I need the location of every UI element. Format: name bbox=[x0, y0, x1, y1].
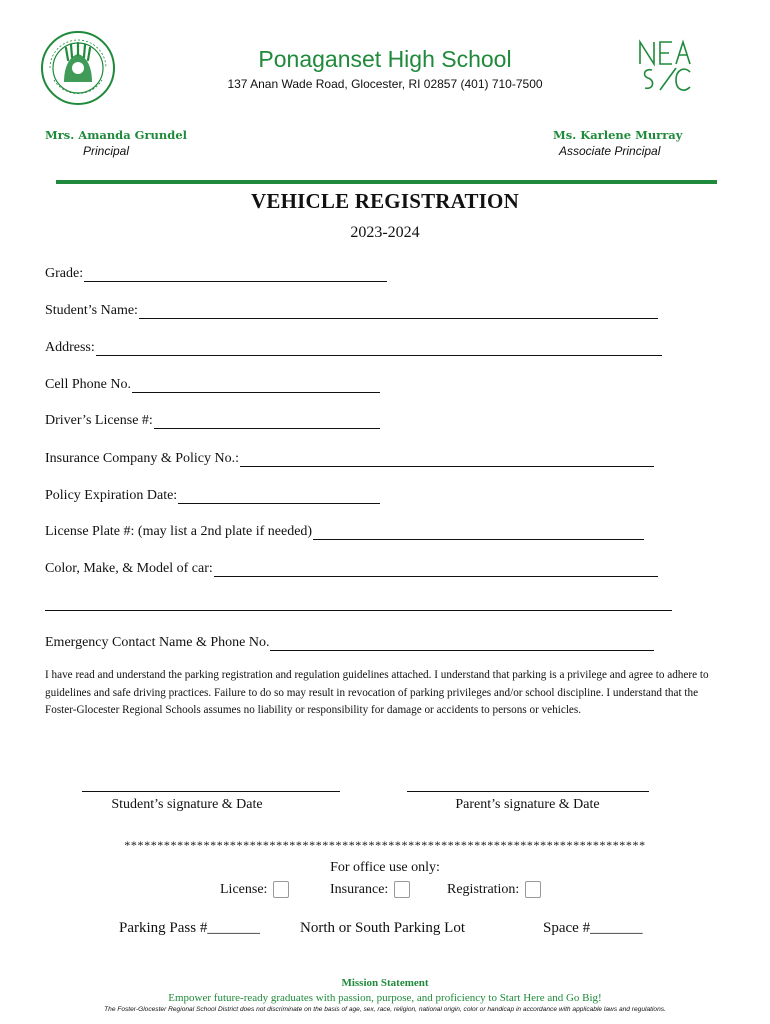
form-title: VEHICLE REGISTRATION bbox=[251, 189, 519, 213]
parking-lot-label: North or South Parking Lot bbox=[300, 920, 465, 936]
policy-expiration-label: Policy Expiration Date: bbox=[45, 488, 178, 503]
policy-expiration-line[interactable] bbox=[178, 489, 380, 504]
drivers-license-line[interactable] bbox=[154, 414, 380, 429]
cell-phone-label: Cell Phone No. bbox=[45, 377, 131, 392]
office-license-label: License: bbox=[220, 881, 268, 897]
license-plate-field[interactable] bbox=[45, 520, 644, 540]
student-name-line[interactable] bbox=[139, 304, 658, 319]
insurance-label: Insurance Company & Policy No.: bbox=[45, 451, 240, 466]
registration-checkbox[interactable] bbox=[525, 881, 541, 898]
car-line[interactable] bbox=[214, 562, 658, 577]
office-license-item bbox=[220, 881, 289, 898]
emergency-contact-line[interactable] bbox=[270, 636, 654, 651]
principal-title: Principal bbox=[83, 144, 130, 158]
car-continuation-line[interactable] bbox=[45, 610, 672, 611]
office-separator: ******************************************************************************* bbox=[124, 838, 646, 852]
license-checkbox[interactable] bbox=[273, 881, 289, 898]
associate-principal-title: Associate Principal bbox=[559, 144, 661, 158]
address-line[interactable] bbox=[96, 341, 662, 356]
drivers-license-label: Driver’s License #: bbox=[45, 413, 153, 428]
address-label: Address: bbox=[45, 340, 95, 355]
parent-signature-line[interactable] bbox=[407, 791, 649, 792]
license-plate-line[interactable] bbox=[313, 525, 644, 540]
office-use-title: For office use only: bbox=[330, 860, 440, 875]
mission-title: Mission Statement bbox=[341, 977, 429, 989]
office-registration-label: Registration: bbox=[447, 881, 520, 897]
office-registration-item bbox=[447, 881, 541, 898]
student-signature-label: Student’s signature & Date bbox=[111, 797, 263, 812]
office-insurance-label: Insurance: bbox=[330, 881, 389, 897]
grade-label: Grade: bbox=[45, 266, 84, 281]
emergency-contact-label: Emergency Contact Name & Phone No. bbox=[45, 635, 270, 650]
agreement-text: I have read and understand the parking registration and regulation guidelines attached. I understand that parking is a privilege and agree to adhere to guidelines and safe driving practices. Failure to do so may result in revocation of parking privileges and/or school discipline. I understand that the Foster-Glocester Regional Schools assumes no liability or responsibility for damage or accidents to persons or vehicles. bbox=[45, 669, 709, 717]
drivers-license-field[interactable] bbox=[45, 409, 380, 429]
grade-line[interactable] bbox=[84, 267, 387, 282]
address-field[interactable] bbox=[45, 336, 662, 356]
cell-phone-line[interactable] bbox=[132, 378, 380, 393]
car-field[interactable] bbox=[45, 557, 658, 577]
school-name: Ponaganset High School bbox=[258, 46, 512, 72]
cell-phone-field[interactable] bbox=[45, 373, 380, 393]
student-name-field[interactable] bbox=[45, 299, 658, 319]
header-divider bbox=[56, 180, 717, 184]
parking-pass-field[interactable]: Parking Pass #_______ bbox=[119, 920, 260, 936]
mission-text: Empower future-ready graduates with passion, purpose, and proficiency to Start Here and Go Big! bbox=[168, 992, 602, 1004]
insurance-checkbox[interactable] bbox=[394, 881, 410, 898]
insurance-field[interactable] bbox=[45, 447, 654, 467]
principal-name: Mrs. Amanda Grundel bbox=[45, 128, 187, 142]
space-field[interactable]: Space #_______ bbox=[543, 920, 643, 936]
student-name-label: Student’s Name: bbox=[45, 303, 138, 318]
office-insurance-item bbox=[330, 881, 410, 898]
student-signature-line[interactable] bbox=[82, 791, 340, 792]
parent-signature-label: Parent’s signature & Date bbox=[455, 797, 600, 812]
form-year: 2023-2024 bbox=[350, 224, 420, 241]
license-plate-label: License Plate #: (may list a 2nd plate if needed) bbox=[45, 524, 313, 539]
emergency-contact-field[interactable] bbox=[45, 631, 654, 651]
associate-principal-name: Ms. Karlene Murray bbox=[553, 128, 683, 142]
nondiscrimination-note: The Foster-Glocester Regional School District does not discriminate on the basis of age, sex, race, religion, national origin, color or handicap in accordance with applicable laws and regulations. bbox=[104, 1006, 666, 1013]
grade-field[interactable] bbox=[45, 262, 387, 282]
car-label: Color, Make, & Model of car: bbox=[45, 561, 213, 576]
policy-expiration-field[interactable] bbox=[45, 484, 380, 504]
insurance-line[interactable] bbox=[240, 452, 654, 467]
school-address: 137 Anan Wade Road, Glocester, RI 02857 (401) 710-7500 bbox=[227, 77, 543, 91]
